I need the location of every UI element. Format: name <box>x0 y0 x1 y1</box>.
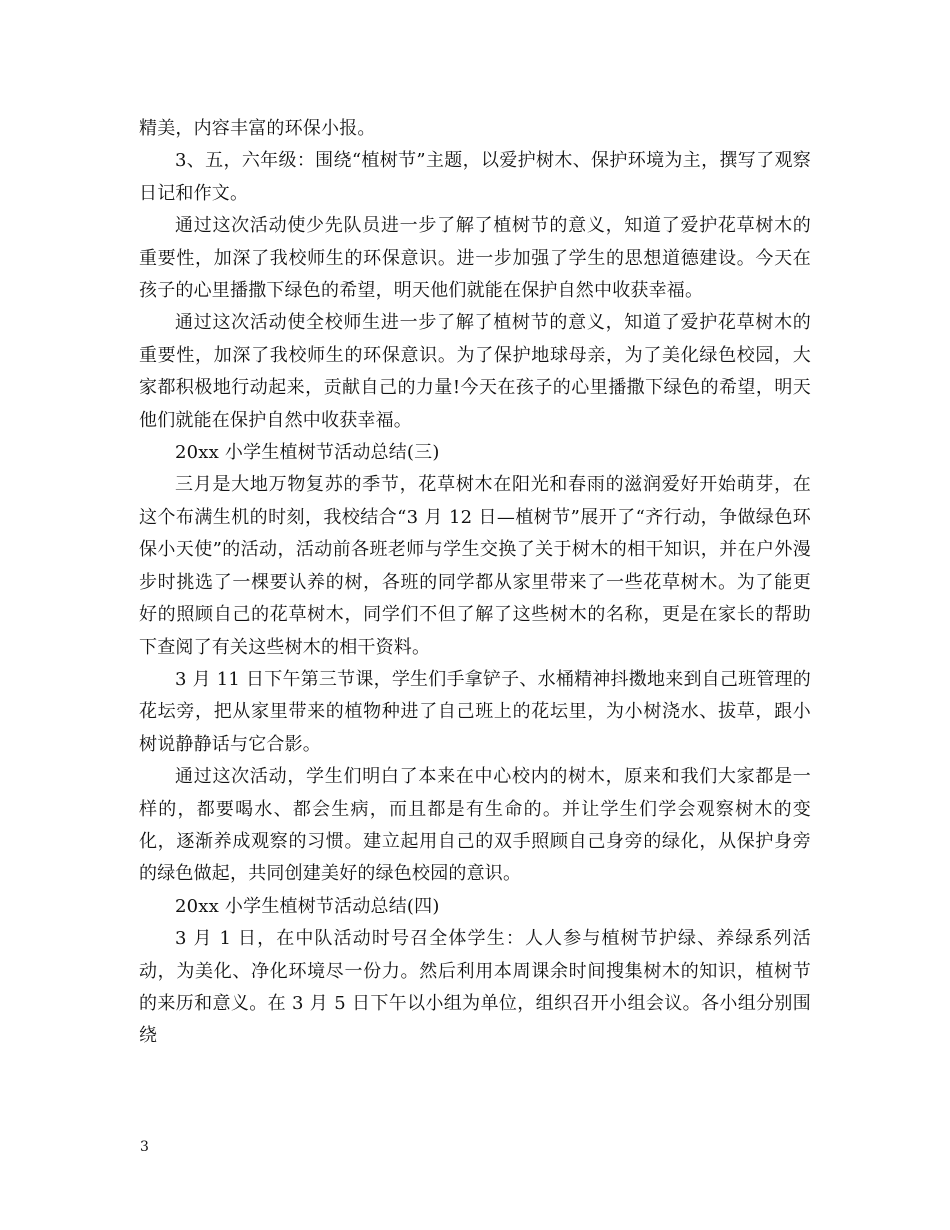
paragraph-4: 通过这次活动使全校师生进一步了解了植树节的意义，知道了爱护花草树木的重要性，加深了我校师生的环保意识。为了保护地球母亲，为了美化绿色校园，大家都积极地行动起来，贡献自己的力量!今天在孩子的心里播撒下绿色的希望，明天他们就能在保护自然中收获幸福。 <box>139 312 811 431</box>
paragraph-3: 通过这次活动使少先队员进一步了解了植树节的意义，知道了爱护花草树木的重要性，加深了我校师生的环保意识。进一步加强了学生的思想道德建设。今天在孩子的心里播撒下绿色的希望，明天他们就能在保护自然中收获幸福。 <box>139 215 811 302</box>
page-number: 3 <box>140 1139 149 1155</box>
paragraph-8: 3 月 1 日，在中队活动时号召全体学生：人人参与植树节护绿、养绿系列活动，为美化、净化环境尽一份力。然后利用本周课余时间搜集树木的知识，植树节的来历和意义。在 3 月 5 日下午以小组为单位，组织召开小组会议。各小组分别围绕 <box>139 928 811 1047</box>
section-heading-4: 20xx 小学生植树节活动总结(四) <box>175 895 440 917</box>
document-body <box>139 113 811 1053</box>
paragraph-5: 三月是大地万物复苏的季节，花草树木在阳光和春雨的滋润爱好开始萌芽，在这个布满生机的时刻，我校结合“3 月 12 日—植树节”展开了“齐行动，争做绿色环保小天使”的活动，活动前各班老师与学生交换了关于树木的相干知识，并在户外漫步时挑选了一棵要认养的树，各班的同学都从家里带来了一些花草树木。为了能更好的照顾自己的花草树木，同学们不但了解了这些树木的名称，更是在家长的帮助下查阅了有关这些树木的相干资料。 <box>139 474 811 658</box>
paragraph-1: 精美，内容丰富的环保小报。 <box>139 118 376 139</box>
paragraph-7: 通过这次活动，学生们明白了本来在中心校内的树木，原来和我们大家都是一样的，都要喝水、都会生病，而且都是有生命的。并让学生们学会观察树木的变化，逐渐养成观察的习惯。建立起用自己的双手照顾自己身旁的绿化，从保护身旁的绿色做起，共同创建美好的绿色校园的意识。 <box>139 766 811 885</box>
paragraph-6: 3 月 11 日下午第三节课，学生们手拿铲子、水桶精神抖擞地来到自己班管理的花坛旁，把从家里带来的植物种进了自己班上的花坛里，为小树浇水、拔草，跟小树说静静话与它合影。 <box>139 668 811 755</box>
paragraph-2: 3、五，六年级：围绕“植树节”主题，以爱护树木、保护环境为主，撰写了观察日记和作文。 <box>139 150 811 204</box>
section-heading-3: 20xx 小学生植树节活动总结(三) <box>175 442 440 464</box>
